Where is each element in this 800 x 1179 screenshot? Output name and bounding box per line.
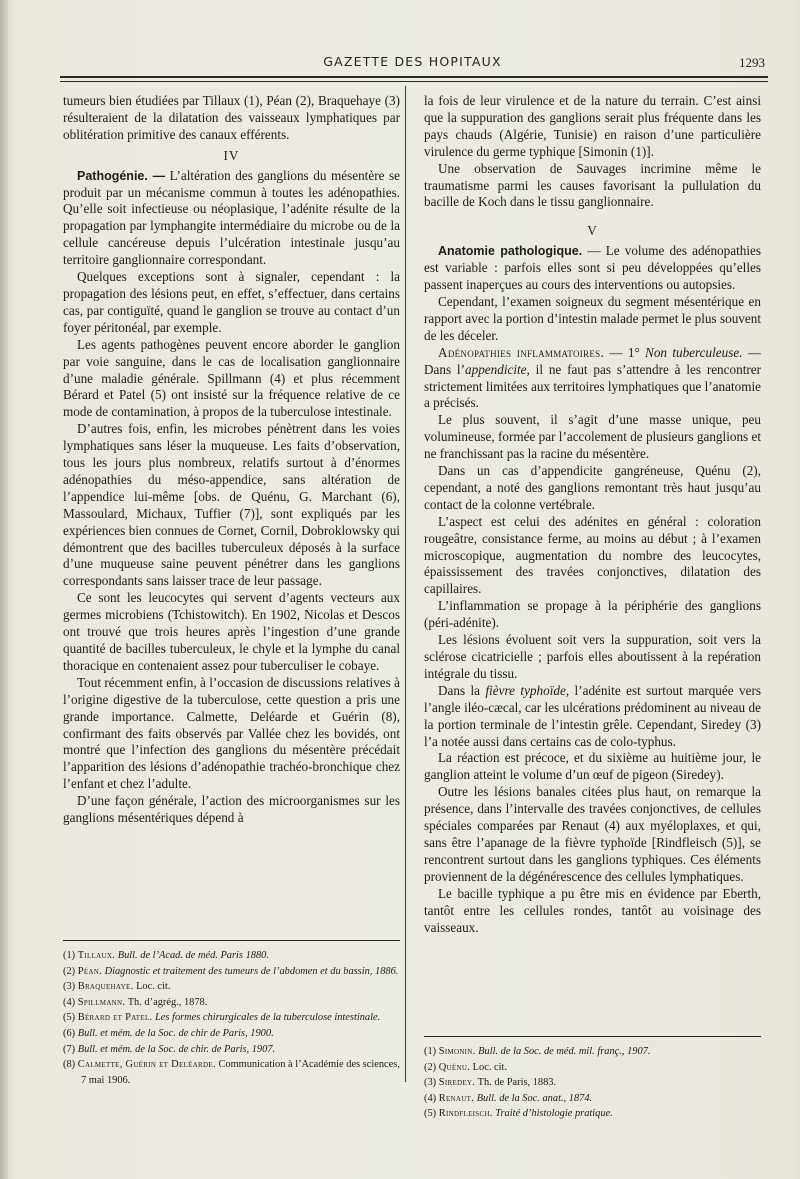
paragraph: Le bacille typhique a pu être mis en évidence par Eberth, tantôt entre les cellules rondes, tantôt au voisinage des vaisseaux. [424, 885, 761, 935]
footnote [63, 948, 403, 964]
left-footnotes [63, 948, 403, 1088]
footnote-author: Spillmann. [77, 996, 126, 1008]
journal-title: GAZETTE DES HOPITAUX [323, 54, 502, 69]
header-rule-thick [60, 76, 768, 78]
footnote [424, 1060, 761, 1076]
footnote-author: Siredey. [438, 1077, 476, 1089]
right-column [424, 93, 761, 936]
paragraph [424, 683, 761, 751]
footnote-author: Bérard et Patel. [77, 1012, 153, 1024]
paragraph: La réaction est précoce, et du sixième au huitième jour, le ganglion atteint le volume d’un œuf de pigeon (Siredey). [424, 750, 761, 783]
page-number: 1293 [739, 55, 765, 70]
footnote [424, 1091, 761, 1107]
paragraph-text: — 1° [604, 344, 646, 360]
paragraph: Les lésions évoluent soit vers la suppuration, soit vers la sclérose cicatricielle ; parfois elles aboutissent à la repération intégrale du tissu. [424, 632, 761, 681]
footnote-number: (1) [63, 950, 76, 961]
paragraph [424, 345, 761, 413]
footnote [63, 1026, 403, 1042]
italic-term: fièvre typhoïde, [485, 682, 570, 698]
footnote-number: (2) [63, 965, 76, 977]
footnote-author: Simonin. [438, 1046, 476, 1057]
footnote-text: Traité d’histologie pratique. [492, 1108, 613, 1120]
footnote [424, 1106, 761, 1122]
footnote-text: Th. d’agrég., 1878. [125, 996, 208, 1008]
paragraph [424, 243, 761, 294]
footnote-text: Bull. et mém. de la Soc. de chir de Paris, 1900. [77, 1027, 274, 1039]
footnote-author: Calmette, Guérin et Deléarde. [77, 1059, 216, 1071]
subsection-heading: Adénopathies inflammatoires. [438, 344, 605, 360]
footnote-text: Bull. de la Soc. de méd. mil. franç., 1907. [475, 1046, 651, 1057]
header-rule-thin [60, 81, 768, 82]
footnote-text: Diagnostic et traitement des tumeurs de l’abdomen et du bassin, 1886. [102, 965, 399, 977]
footnote-text: Communication à l’Académie des sciences, 7 mai 1906. [81, 1059, 400, 1086]
footnote-author: Rindfleisch. [438, 1108, 493, 1120]
section-heading: Anatomie pathologique. [438, 244, 583, 259]
section-number: IV [223, 147, 240, 163]
footnote [63, 1010, 403, 1026]
right-footnotes [424, 1044, 761, 1122]
paragraph: Outre les lésions banales citées plus haut, on remarque la présence, dans l’intervalle des travées conjonctives, de cellules spéciales comparées par Renaut (4) aux myéloplaxes, et qui, sans être l’apanage de la fièvre typhoïde [Rindfleisch (5)], se rencontrent surtout dans les ganglions typhiques. Ces éléments proviennent de la dégénérescence des cellules lymphatiques. [424, 784, 761, 884]
paragraph: Les agents pathogènes peuvent encore aborder le ganglion par voie sanguine, dans le cas de localisation ganglionnaire d’une maladie générale. Spillmann (4) et plus récemment Bérard et Patel (5) ont insisté sur la fréquence relative de ce mode de contamination, à propos de la tuberculose intestinale. [63, 336, 400, 420]
footnote-author: Renaut. [438, 1092, 475, 1104]
footnote [424, 1075, 761, 1091]
footnote-text: Bull. de l’Acad. de méd. Paris 1880. [115, 950, 269, 961]
footnote-number: (5) [424, 1108, 437, 1120]
paragraph: D’une façon générale, l’action des microorganismes sur les ganglions mésentériques dépend à [63, 793, 400, 826]
section-heading: Pathogénie. — [77, 168, 166, 183]
italic-term: appendicite, [465, 361, 530, 377]
binding-edge [0, 0, 8, 1179]
paragraph-text: l’adénite est surtout marquée vers l’angle iléo-cæcal, car les ulcérations prédominent au niveau de la portion terminale de l’intestin grêle. Cependant, Siredey (3) l’a notée aussi dans certains cas de colo-typhus. [424, 682, 761, 749]
footnote-number: (4) [424, 1092, 437, 1104]
footnote-number: (5) [63, 1012, 76, 1024]
paragraph: tumeurs bien étudiées par Tillaux (1), Péan (2), Braquehaye (3) résulteraient de la dilatation des vaisseaux lymphatiques par oblitération primitive des canaux efférents. [63, 93, 400, 142]
footnote-number: (4) [63, 996, 76, 1008]
paragraph: Cependant, l’examen soigneux du segment mésentérique en rapport avec la portion d’intestin malade permet le plus souvent de les déceler. [424, 293, 761, 343]
paragraph: Ce sont les leucocytes qui servent d’agents vecteurs aux germes microbiens (Tchistowitch). En 1902, Nicolas et Descos ont trouvé que trois heures après l’ingestion d’une grande quantité de bacilles tuberculeux, le chyle et la lymphe du canal thoracique en contenaient assez pour tuberculiser le cobaye. [63, 590, 400, 673]
footnote [424, 1044, 761, 1060]
footnote-number: (3) [424, 1077, 437, 1089]
footnote-number: (7) [63, 1043, 76, 1055]
footnote-author: Péan. [77, 965, 102, 977]
footnote-text: Loc. cit. [470, 1061, 508, 1073]
footnote-text: Bull. et mém. de la Soc. de chir. de Paris, 1907. [77, 1043, 276, 1055]
footnote-text: Les formes chirurgicales de la tuberculose intestinale. [152, 1012, 381, 1024]
footnote-rule [424, 1036, 761, 1037]
paragraph: Le plus souvent, il s’agit d’une masse unique, peu volumineuse, formée par l’accolement de plusieurs ganglions et ne franchissant pas la racine du mésentère. [424, 412, 761, 462]
left-column [63, 93, 400, 827]
paragraph [63, 168, 400, 269]
paragraph: D’autres fois, enfin, les microbes pénètrent dans les voies lymphatiques sans léser la muqueuse. Les faits d’observation, tous les jours plus nombreux, relatifs surtout à d’énormes adénopathies du méso-appendice, sans altération de l’appendice lui-même [obs. de Quénu, G. Marchant (6), Massoulard, Michaux, Tuffier (7)], sont expliqués par les expériences bien connues de Cornet, Cornil, Dobroklowsky qui démontrent que des bacilles tuberculeux déposés à la surface d’une muqueuse saine peuvent pénétrer dans les ganglions correspondants sans laisser trace de leur passage. [63, 421, 400, 589]
footnote-number: (1) [424, 1046, 437, 1057]
footnote-rule [63, 940, 400, 941]
paragraph: Quelques exceptions sont à signaler, cependant : la propagation des lésions peut, en effet, s’effectuer, dans certains cas, par contiguïté, quand le ganglion se trouve au contact d’un foyer péritonéal, par exemple. [63, 269, 400, 335]
footnote-text: Th. de Paris, 1883. [475, 1077, 557, 1089]
footnote-number: (3) [63, 981, 76, 993]
paragraph: la fois de leur virulence et de la nature du terrain. C’est ainsi que la suppuration des ganglions serait plus fréquente dans les pays chauds (Algérie, Tunisie) en raison d’une particulière virulence du germe typhique [Simonin (1)]. [424, 93, 761, 159]
column-divider [405, 86, 406, 1082]
footnote-author: Braquehaye. [77, 981, 134, 993]
paragraph-text: il ne faut pas s’attendre à les rencontrer strictement limitées aux territoires lymphatiques que l’anatomie a précisés. [424, 361, 761, 411]
paragraph-text: — Le volume des adénopathies est variable : parfois elles sont si peu développées qu’elles passent inaperçues au cours des interventions ou autopsies. [424, 243, 762, 293]
footnote [63, 1057, 403, 1088]
footnote-author: Tillaux. [77, 950, 116, 961]
footnote [63, 995, 403, 1011]
footnote-number: (8) [63, 1059, 76, 1071]
paragraph-text: — Dans l’ [424, 344, 762, 377]
paragraph: L’aspect est celui des adénites en général : coloration rougeâtre, consistance ferme, au moins au début ; à l’examen microscopique, augmentation du nombre des leucocytes, épaississement des travées conjonctives, dilatation des capillaires. [424, 513, 761, 597]
footnote-number: (6) [63, 1027, 76, 1039]
footnote [63, 979, 403, 995]
paragraph: Une observation de Sauvages incrimine même le traumatisme parmi les causes favorisant la pullulation du bacille de Koch dans le tissu ganglionnaire. [424, 160, 761, 210]
paragraph: Dans un cas d’appendicite gangréneuse, Quénu (2), cependant, a noté des ganglions remontant très haut jusqu’au contact de la colonne vertébrale. [424, 463, 761, 512]
footnote [63, 964, 403, 980]
page-header [60, 54, 765, 74]
footnote-text: Bull. de la Soc. anat., 1874. [474, 1092, 593, 1104]
footnote-author: Quénu. [438, 1061, 471, 1073]
section-number: V [587, 223, 598, 239]
footnote [63, 1042, 403, 1058]
footnote-number: (2) [424, 1061, 437, 1073]
footnote-text: Loc. cit. [133, 981, 171, 993]
paragraph-text: Dans la [438, 682, 486, 698]
paragraph: Tout récemment enfin, à l’occasion de discussions relatives à l’origine digestive de la tuberculose, cette question a pris une grande importance. Calmette, Deléarde et Guérin (8), confirmant des faits observés par Vallée chez les bovidés, ont montré que l’infection des ganglions du mésentère précédait l’apparition des lésions d’adénopathie trachéo-bronchique chez l’enfant et chez l’adulte. [63, 674, 400, 792]
paragraph: L’inflammation se propage à la périphérie des ganglions (péri-adénite). [424, 598, 761, 631]
paragraph-text: L’altération des ganglions du mésentère se produit par un mécanisme commun à toutes les adénopathies. Qu’elle soit infectieuse ou néoplasique, l’adénite résulte de la propagation par lymphangite intermédiaire du microbe ou de la cellule cancéreuse depuis l’ulcération intestinale jusqu’au territoire ganglionnaire correspondant. [63, 167, 400, 268]
italic-term: Non tuberculeuse. [645, 344, 743, 360]
